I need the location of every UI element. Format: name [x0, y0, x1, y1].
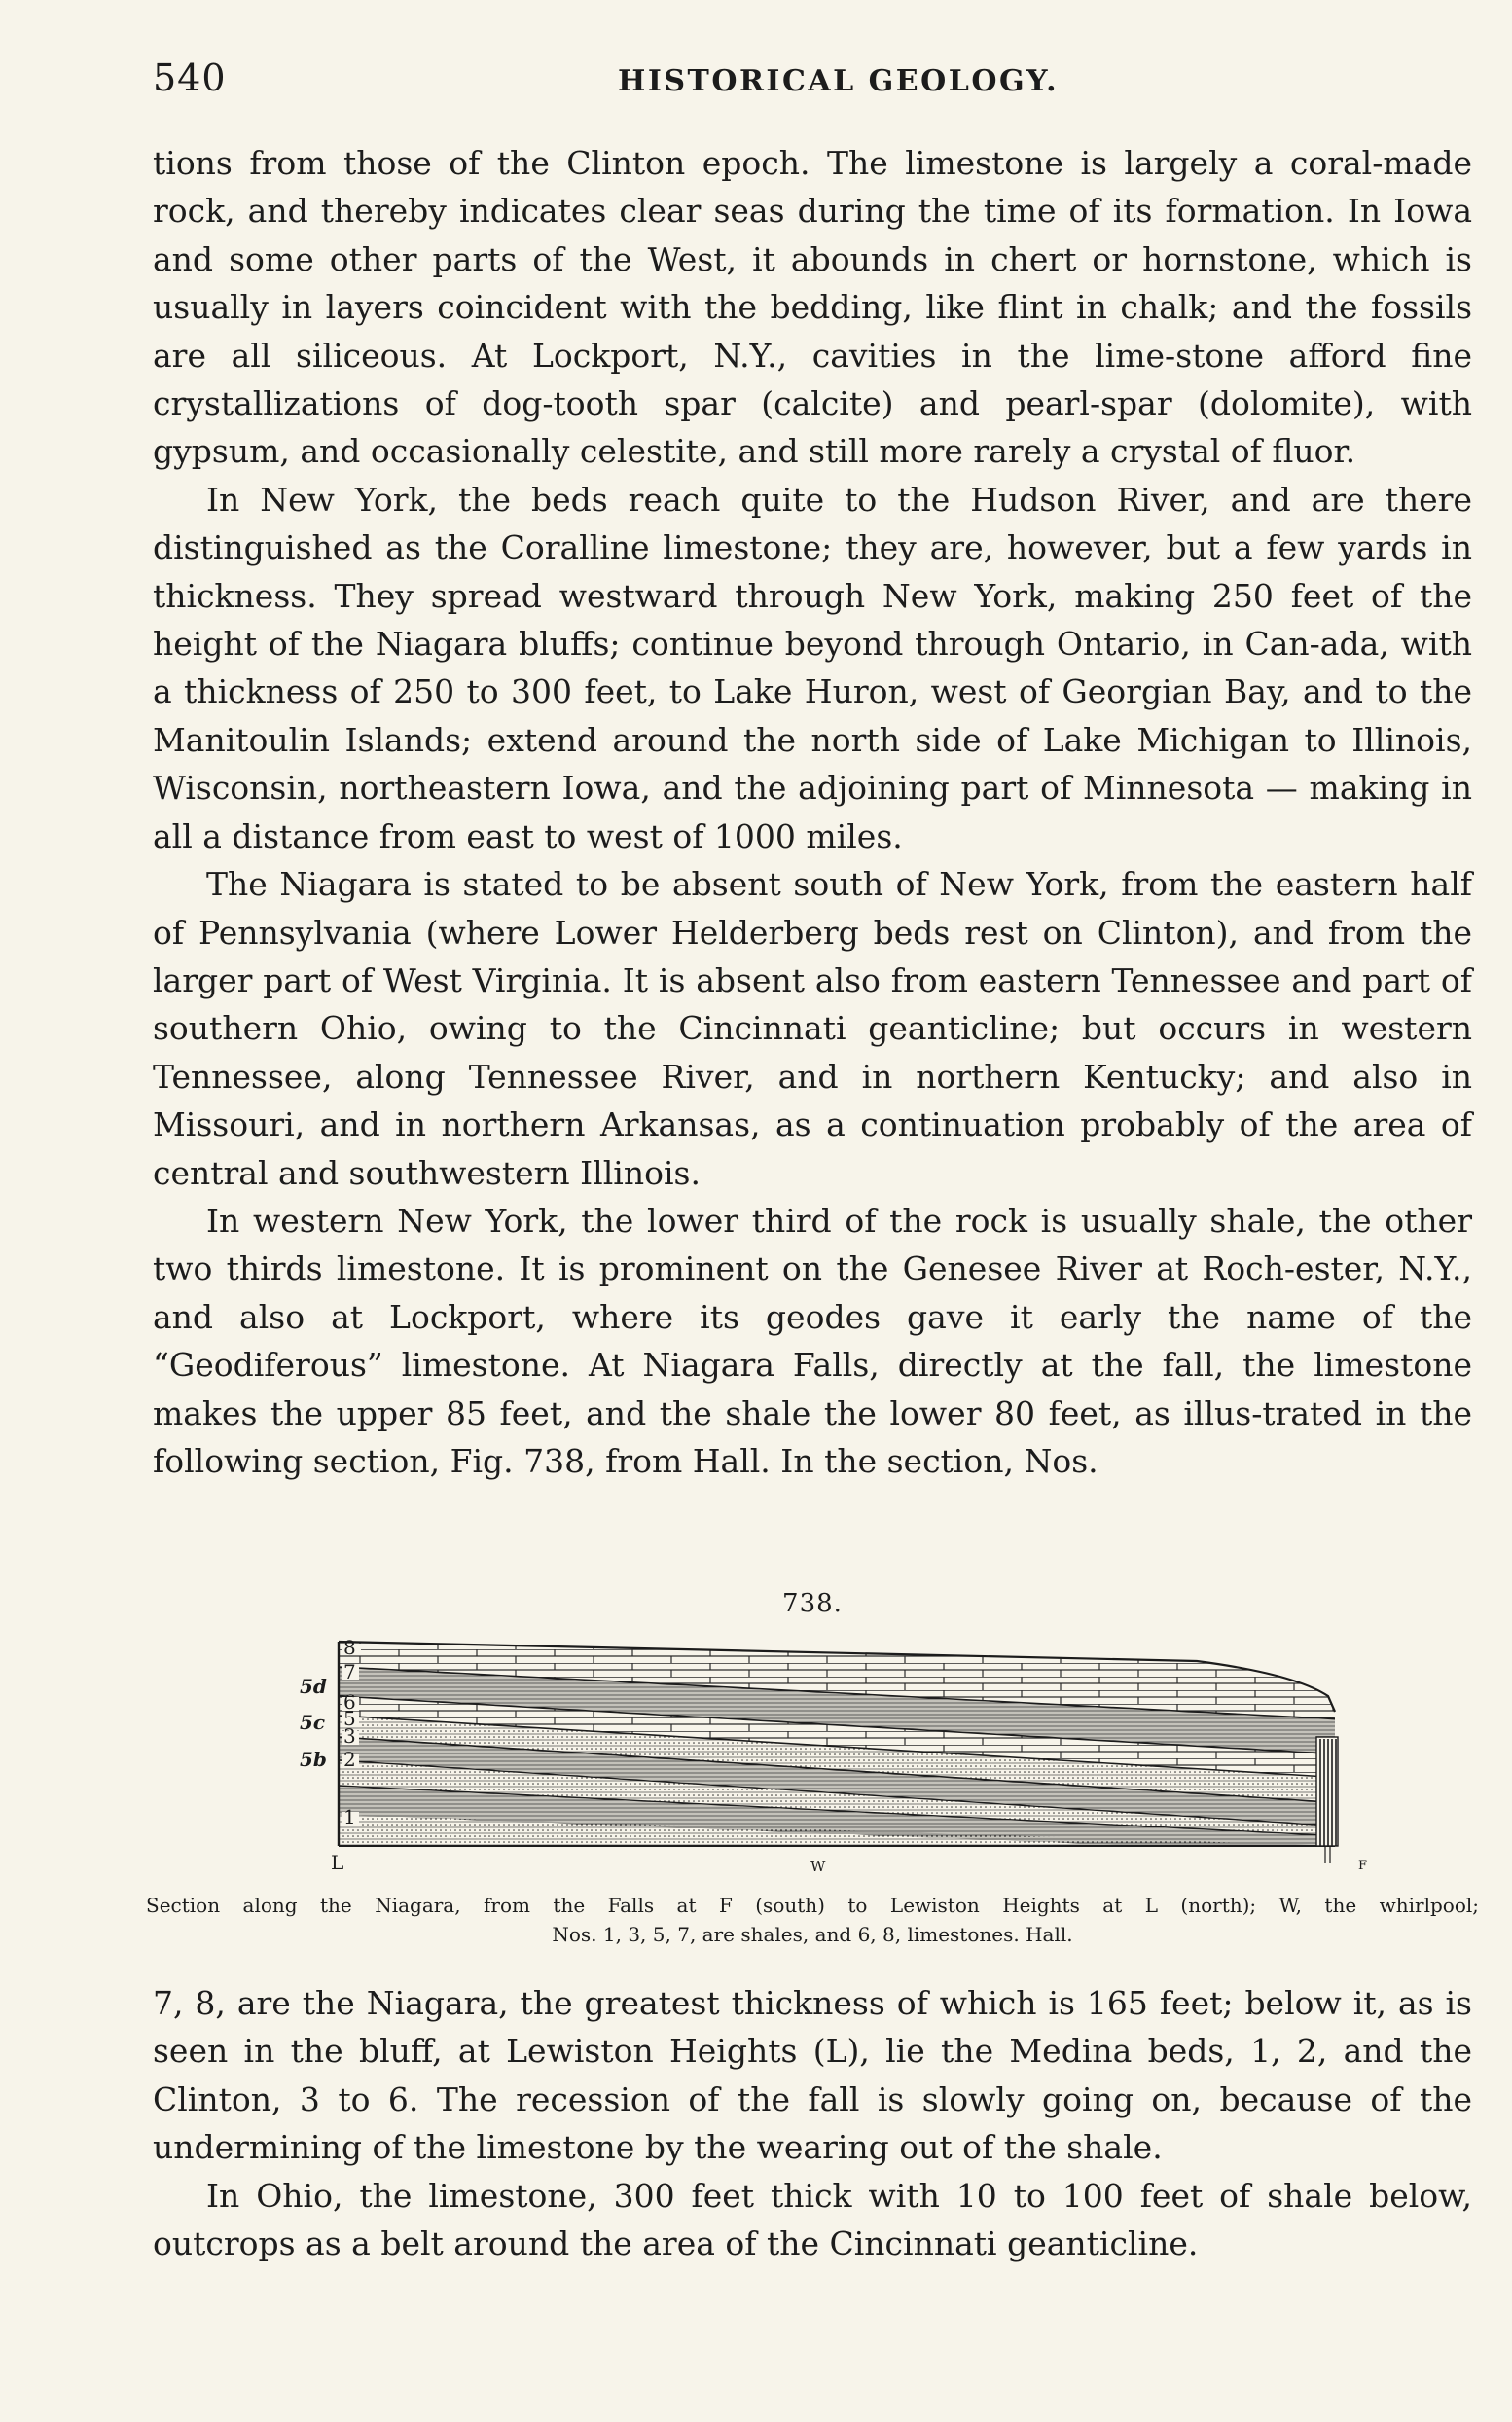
side-label-5c: 5c [300, 1711, 326, 1734]
label-falls-f: F [1358, 1859, 1368, 1873]
paragraph: tions from those of the Clinton epoch. The limestone is largely a coral-made rock, and thereby indicates clear seas during the time of its formation. In Iowa and some other parts of the West, it abounds in chert or hornstone, which is usually in layers coincident with the bedding, like flint in chalk; and the fossils are all siliceous. At Lockport, N.Y., cavities in the lime-stone afford fine crystallizations of dog-tooth spar (calcite) and pearl-spar (dolomite), with gypsum, and occasionally celestite, and still more rarely a crystal of fluor. [153, 144, 1472, 471]
page-header [153, 56, 1472, 115]
layer-number-2: 2 [343, 1748, 356, 1771]
layer-number-3: 3 [343, 1724, 356, 1748]
page-number: 540 [153, 56, 227, 99]
side-label-5b: 5b [300, 1748, 327, 1771]
paragraph: In Ohio, the limestone, 300 feet thick with 10 to 100 feet of shale below, outcrops as a belt around the area of the Cincinnati geanticline. [153, 2176, 1472, 2263]
label-lewiston-l: L [331, 1851, 344, 1874]
layer-number-5: 5 [343, 1707, 356, 1730]
paragraph: The Niagara is stated to be absent south of New York, from the eastern half of Pennsylvania (where Lower Helderberg beds rest on Clinton), and from the larger part of West Virginia. It is absent also from eastern Tennessee and part of southern Ohio, owing to the Cincinnati geanticline; but occurs in western Tennessee, along Tennessee River, and in northern Kentucky; and also in Missouri, and in northern Arkansas, as a continuation probably of the area of central and southwestern Illinois. [153, 865, 1472, 1192]
waterfall-face [1316, 1737, 1338, 1863]
label-whirlpool-w: W [810, 1858, 826, 1875]
running-title: HISTORICAL GEOLOGY. [618, 64, 1060, 98]
paragraph: 7, 8, are the Niagara, the greatest thickness of which is 165 feet; below it, as is seen in the bluff, at Lewiston Heights (L), lie the Medina beds, 1, 2, and the Clinton, 3 to 6. The recession of the fall is slowly going on, because of the undermining of the limestone by the wearing out of the shale. [153, 1984, 1472, 2167]
figure-caption [146, 1891, 1479, 1949]
layer-number-8: 8 [343, 1636, 356, 1659]
body-text-bottom [153, 1979, 1472, 2267]
side-label-5d: 5d [300, 1675, 327, 1698]
geologic-section-diagram [146, 1581, 1479, 1893]
caption-line-2: Nos. 1, 3, 5, 7, are shales, and 6, 8, limestones. Hall. [552, 1923, 1073, 1946]
strata-layers [339, 1620, 1343, 1863]
layer-number-1: 1 [343, 1805, 356, 1828]
layer-number-7: 7 [343, 1660, 356, 1683]
paragraph: In New York, the beds reach quite to the Hudson River, and are there distinguished as the Coralline limestone; they are, however, but a few yards in thickness. They spread westward through New York, making 250 feet of the height of the Niagara bluffs; continue beyond through Ontario, in Can-ada, with a thickness of 250 to 300 feet, to Lake Huron, west of Georgian Bay, and to the Manitoulin Islands; extend around the north side of Lake Michigan to Illinois, Wisconsin, northeastern Iowa, and the adjoining part of Minnesota — making in all a distance from east to west of 1000 miles. [153, 480, 1472, 855]
body-text-top [153, 139, 1472, 1485]
layer-number-6: 6 [343, 1690, 356, 1714]
caption-line-1: Section along the Niagara, from the Falls at F (south) to Lewiston Heights at L (north); W, the whirlpool; [146, 1894, 1479, 1917]
paragraph: In western New York, the lower third of the rock is usually shale, the other two thirds limestone. It is prominent on the Genesee River at Roch-ester, N.Y., and also at Lockport, where its geodes gave it early the name of the “Geodiferous” limestone. At Niagara Falls, directly at the fall, the limestone makes the upper 85 feet, and the shale the lower 80 feet, as illus-trated in the following section, Fig. 738, from Hall. In the section, Nos. [153, 1201, 1472, 1480]
figure-number: 738. [782, 1589, 843, 1618]
figure-738 [146, 1581, 1479, 1961]
